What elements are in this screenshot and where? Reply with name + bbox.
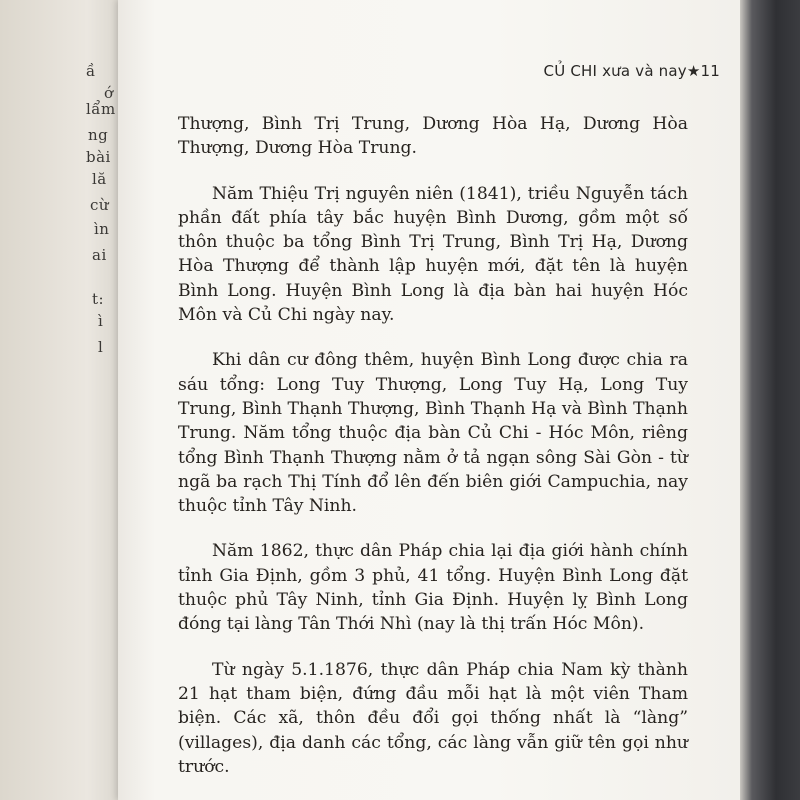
prev-fragment: lẩm	[86, 100, 116, 118]
prev-fragment: t:	[92, 290, 105, 308]
book-page	[118, 0, 740, 800]
prev-fragment: cừ	[90, 196, 110, 214]
prev-fragment: lă	[92, 170, 107, 188]
prev-fragment: ớ	[104, 84, 114, 102]
paragraph: Năm Thiệu Trị nguyên niên (1841), triều Nguyễn tách phần đất phía tây bắc huyện Bình Dương, gồm một số thôn thuộc ba tổng Bình Trị Trung, Bình Trị Hạ, Dương Hòa Thượng để thành lập huyện mới, đặt tên là huyện Bình Long. Huyện Bình Long là địa bàn hai huyện Hóc Môn và Củ Chi ngày nay.	[178, 183, 688, 326]
paragraph-continuation: Thượng, Bình Trị Trung, Dương Hòa Hạ, Dương Hòa Thượng, Dương Hòa Trung.	[178, 114, 688, 159]
paragraph: Từ ngày 5.1.1876, thực dân Pháp chia Nam kỳ thành 21 hạt tham biện, đứng đầu mỗi hạt là một viên Tham biện. Các xã, thôn đều đổi gọi thống nhất là “làng” (villages), địa danh các tổng, các làng vẫn giữ tên gọi như trước.	[178, 659, 688, 777]
prev-fragment: bài	[86, 148, 111, 166]
previous-page-edge	[0, 0, 125, 800]
book-edge-shadow	[740, 0, 800, 800]
paragraph: Khi dân cư đông thêm, huyện Bình Long được chia ra sáu tổng: Long Tuy Thượng, Long Tuy Hạ, Long Tuy Trung, Bình Thạnh Thượng, Bình Thạnh Hạ và Bình Thạnh Trung. Năm tổng thuộc địa bàn Củ Chi - Hóc Môn, riêng tổng Bình Thạnh Thượng nằm ở tả ngạn sông Sài Gòn - từ ngã ba rạch Thị Tính đổ lên đến biên giới Campuchia, nay thuộc tỉnh Tây Ninh.	[178, 350, 688, 517]
body-text	[178, 112, 688, 800]
prev-fragment: ì	[98, 312, 104, 330]
prev-fragment: ìn	[94, 220, 110, 238]
prev-fragment: ầ	[86, 62, 96, 80]
prev-fragment: l	[98, 338, 104, 356]
prev-fragment: ai	[92, 246, 107, 264]
prev-fragment: ng	[88, 126, 109, 144]
paragraph: Năm 1862, thực dân Pháp chia lại địa giới hành chính tỉnh Gia Định, gồm 3 phủ, 41 tổng. Huyện Bình Long đặt thuộc phủ Tây Ninh, tỉnh Gia Định. Huyện lỵ Bình Long đóng tại làng Tân Thới Nhì (nay là thị trấn Hóc Môn).	[178, 541, 688, 635]
running-header: CỦ CHI xưa và nay★11	[543, 62, 720, 80]
